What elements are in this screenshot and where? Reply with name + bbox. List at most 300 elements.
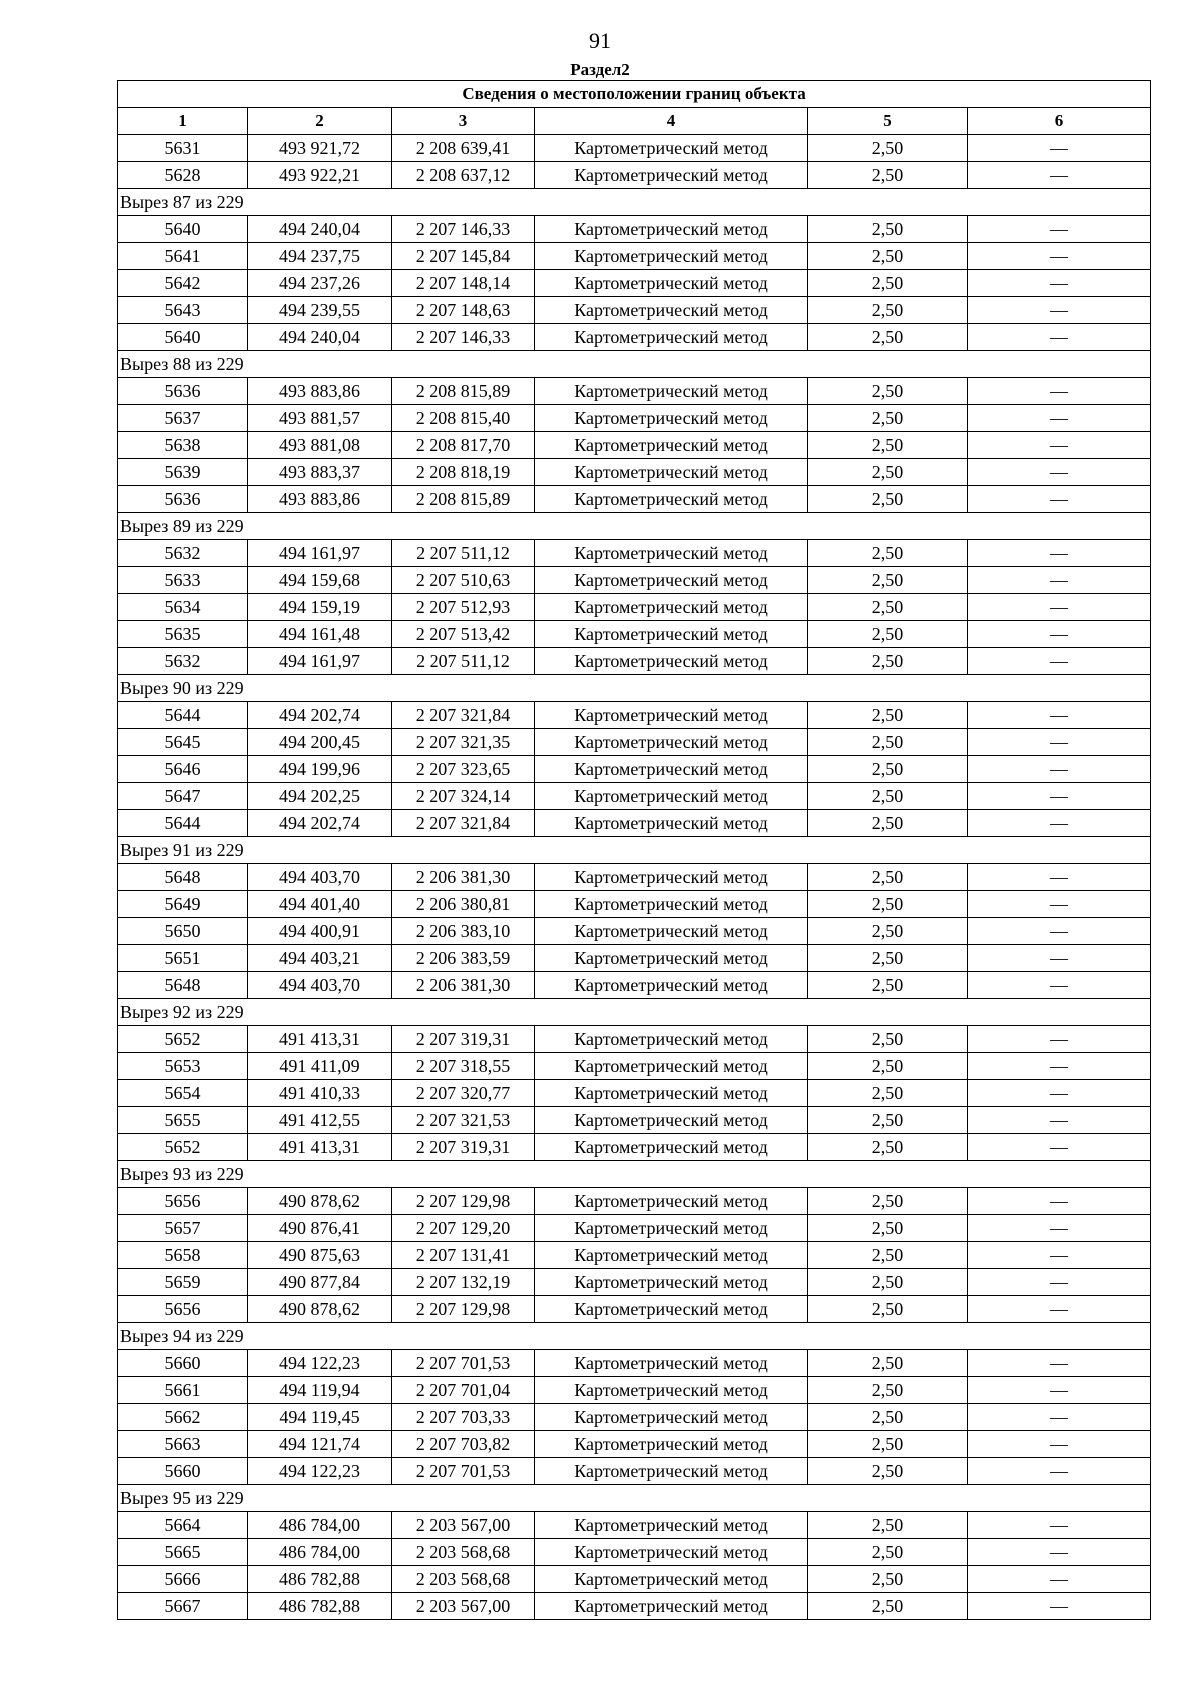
point-number-cell: 5651 bbox=[118, 945, 248, 972]
section-label: Вырез 91 из 229 bbox=[118, 837, 1151, 864]
method-cell: Картометрический метод bbox=[535, 1269, 808, 1296]
y-coordinate-cell: 2 207 321,84 bbox=[392, 810, 535, 837]
x-coordinate-cell: 493 883,37 bbox=[248, 459, 392, 486]
y-coordinate-cell: 2 207 132,19 bbox=[392, 1269, 535, 1296]
section-label: Вырез 93 из 229 bbox=[118, 1161, 1151, 1188]
table-row bbox=[118, 324, 1151, 351]
method-cell: Картометрический метод bbox=[535, 135, 808, 162]
point-number-cell: 5659 bbox=[118, 1269, 248, 1296]
x-coordinate-cell: 494 159,68 bbox=[248, 567, 392, 594]
x-coordinate-cell: 494 403,21 bbox=[248, 945, 392, 972]
y-coordinate-cell: 2 207 701,53 bbox=[392, 1458, 535, 1485]
x-coordinate-cell: 494 202,74 bbox=[248, 810, 392, 837]
boundary-table-container bbox=[117, 80, 1150, 1620]
x-coordinate-cell: 491 410,33 bbox=[248, 1080, 392, 1107]
point-number-cell: 5655 bbox=[118, 1107, 248, 1134]
point-number-cell: 5632 bbox=[118, 648, 248, 675]
x-coordinate-cell: 494 237,75 bbox=[248, 243, 392, 270]
description-cell: — bbox=[968, 1269, 1151, 1296]
y-coordinate-cell: 2 207 129,98 bbox=[392, 1188, 535, 1215]
table-row bbox=[118, 648, 1151, 675]
description-cell: — bbox=[968, 1215, 1151, 1242]
method-cell: Картометрический метод bbox=[535, 1107, 808, 1134]
accuracy-cell: 2,50 bbox=[808, 1404, 968, 1431]
description-cell: — bbox=[968, 567, 1151, 594]
x-coordinate-cell: 493 921,72 bbox=[248, 135, 392, 162]
y-coordinate-cell: 2 206 380,81 bbox=[392, 891, 535, 918]
table-row bbox=[118, 702, 1151, 729]
accuracy-cell: 2,50 bbox=[808, 567, 968, 594]
y-coordinate-cell: 2 203 567,00 bbox=[392, 1512, 535, 1539]
point-number-cell: 5649 bbox=[118, 891, 248, 918]
description-cell: — bbox=[968, 1350, 1151, 1377]
column-number: 4 bbox=[535, 108, 808, 135]
description-cell: — bbox=[968, 891, 1151, 918]
point-number-cell: 5641 bbox=[118, 243, 248, 270]
y-coordinate-cell: 2 207 323,65 bbox=[392, 756, 535, 783]
section-label: Вырез 94 из 229 bbox=[118, 1323, 1151, 1350]
method-cell: Картометрический метод bbox=[535, 702, 808, 729]
accuracy-cell: 2,50 bbox=[808, 1242, 968, 1269]
table-row bbox=[118, 1377, 1151, 1404]
y-coordinate-cell: 2 208 818,19 bbox=[392, 459, 535, 486]
accuracy-cell: 2,50 bbox=[808, 918, 968, 945]
accuracy-cell: 2,50 bbox=[808, 1512, 968, 1539]
table-row bbox=[118, 783, 1151, 810]
accuracy-cell: 2,50 bbox=[808, 1377, 968, 1404]
description-cell: — bbox=[968, 1593, 1151, 1620]
accuracy-cell: 2,50 bbox=[808, 1188, 968, 1215]
point-number-cell: 5660 bbox=[118, 1458, 248, 1485]
description-cell: — bbox=[968, 1377, 1151, 1404]
description-cell: — bbox=[968, 486, 1151, 513]
y-coordinate-cell: 2 207 320,77 bbox=[392, 1080, 535, 1107]
accuracy-cell: 2,50 bbox=[808, 1026, 968, 1053]
x-coordinate-cell: 494 237,26 bbox=[248, 270, 392, 297]
table-row bbox=[118, 216, 1151, 243]
table-row bbox=[118, 945, 1151, 972]
table-row bbox=[118, 297, 1151, 324]
table-row bbox=[118, 162, 1151, 189]
method-cell: Картометрический метод bbox=[535, 945, 808, 972]
column-number-row bbox=[118, 108, 1151, 135]
y-coordinate-cell: 2 207 511,12 bbox=[392, 648, 535, 675]
section-row bbox=[118, 837, 1151, 864]
accuracy-cell: 2,50 bbox=[808, 1350, 968, 1377]
table-row bbox=[118, 1026, 1151, 1053]
x-coordinate-cell: 494 122,23 bbox=[248, 1350, 392, 1377]
x-coordinate-cell: 494 161,97 bbox=[248, 540, 392, 567]
method-cell: Картометрический метод bbox=[535, 810, 808, 837]
description-cell: — bbox=[968, 1107, 1151, 1134]
description-cell: — bbox=[968, 1512, 1151, 1539]
x-coordinate-cell: 494 403,70 bbox=[248, 972, 392, 999]
method-cell: Картометрический метод bbox=[535, 1026, 808, 1053]
y-coordinate-cell: 2 207 701,04 bbox=[392, 1377, 535, 1404]
x-coordinate-cell: 494 401,40 bbox=[248, 891, 392, 918]
y-coordinate-cell: 2 207 146,33 bbox=[392, 216, 535, 243]
boundary-coordinates-table bbox=[117, 80, 1151, 1620]
column-number: 2 bbox=[248, 108, 392, 135]
accuracy-cell: 2,50 bbox=[808, 702, 968, 729]
point-number-cell: 5638 bbox=[118, 432, 248, 459]
point-number-cell: 5648 bbox=[118, 864, 248, 891]
accuracy-cell: 2,50 bbox=[808, 540, 968, 567]
x-coordinate-cell: 494 240,04 bbox=[248, 324, 392, 351]
table-caption: Сведения о местоположении границ объекта bbox=[118, 81, 1151, 108]
method-cell: Картометрический метод bbox=[535, 918, 808, 945]
description-cell: — bbox=[968, 378, 1151, 405]
method-cell: Картометрический метод bbox=[535, 1377, 808, 1404]
method-cell: Картометрический метод bbox=[535, 1512, 808, 1539]
method-cell: Картометрический метод bbox=[535, 1053, 808, 1080]
accuracy-cell: 2,50 bbox=[808, 405, 968, 432]
x-coordinate-cell: 494 202,74 bbox=[248, 702, 392, 729]
x-coordinate-cell: 493 883,86 bbox=[248, 378, 392, 405]
table-row bbox=[118, 432, 1151, 459]
method-cell: Картометрический метод bbox=[535, 1593, 808, 1620]
accuracy-cell: 2,50 bbox=[808, 243, 968, 270]
table-row bbox=[118, 1566, 1151, 1593]
point-number-cell: 5647 bbox=[118, 783, 248, 810]
point-number-cell: 5636 bbox=[118, 378, 248, 405]
description-cell: — bbox=[968, 216, 1151, 243]
description-cell: — bbox=[968, 243, 1151, 270]
table-row bbox=[118, 405, 1151, 432]
method-cell: Картометрический метод bbox=[535, 864, 808, 891]
table-row bbox=[118, 1188, 1151, 1215]
accuracy-cell: 2,50 bbox=[808, 864, 968, 891]
method-cell: Картометрический метод bbox=[535, 648, 808, 675]
section-label: Вырез 95 из 229 bbox=[118, 1485, 1151, 1512]
method-cell: Картометрический метод bbox=[535, 891, 808, 918]
accuracy-cell: 2,50 bbox=[808, 1080, 968, 1107]
point-number-cell: 5640 bbox=[118, 324, 248, 351]
x-coordinate-cell: 494 202,25 bbox=[248, 783, 392, 810]
table-row bbox=[118, 243, 1151, 270]
table-row bbox=[118, 810, 1151, 837]
accuracy-cell: 2,50 bbox=[808, 270, 968, 297]
point-number-cell: 5637 bbox=[118, 405, 248, 432]
method-cell: Картометрический метод bbox=[535, 1242, 808, 1269]
accuracy-cell: 2,50 bbox=[808, 1269, 968, 1296]
x-coordinate-cell: 494 119,94 bbox=[248, 1377, 392, 1404]
description-cell: — bbox=[968, 1566, 1151, 1593]
description-cell: — bbox=[968, 540, 1151, 567]
x-coordinate-cell: 493 881,57 bbox=[248, 405, 392, 432]
x-coordinate-cell: 494 121,74 bbox=[248, 1431, 392, 1458]
description-cell: — bbox=[968, 162, 1151, 189]
table-row bbox=[118, 1296, 1151, 1323]
y-coordinate-cell: 2 203 568,68 bbox=[392, 1566, 535, 1593]
table-row bbox=[118, 378, 1151, 405]
point-number-cell: 5636 bbox=[118, 486, 248, 513]
point-number-cell: 5664 bbox=[118, 1512, 248, 1539]
method-cell: Картометрический метод bbox=[535, 1404, 808, 1431]
section-row bbox=[118, 1323, 1151, 1350]
table-row bbox=[118, 1107, 1151, 1134]
y-coordinate-cell: 2 206 381,30 bbox=[392, 864, 535, 891]
point-number-cell: 5652 bbox=[118, 1134, 248, 1161]
accuracy-cell: 2,50 bbox=[808, 891, 968, 918]
x-coordinate-cell: 493 922,21 bbox=[248, 162, 392, 189]
description-cell: — bbox=[968, 270, 1151, 297]
x-coordinate-cell: 491 411,09 bbox=[248, 1053, 392, 1080]
accuracy-cell: 2,50 bbox=[808, 1431, 968, 1458]
y-coordinate-cell: 2 208 639,41 bbox=[392, 135, 535, 162]
point-number-cell: 5658 bbox=[118, 1242, 248, 1269]
description-cell: — bbox=[968, 1242, 1151, 1269]
point-number-cell: 5645 bbox=[118, 729, 248, 756]
accuracy-cell: 2,50 bbox=[808, 1458, 968, 1485]
accuracy-cell: 2,50 bbox=[808, 1296, 968, 1323]
point-number-cell: 5639 bbox=[118, 459, 248, 486]
table-row bbox=[118, 459, 1151, 486]
method-cell: Картометрический метод bbox=[535, 243, 808, 270]
method-cell: Картометрический метод bbox=[535, 756, 808, 783]
description-cell: — bbox=[968, 1296, 1151, 1323]
description-cell: — bbox=[968, 1431, 1151, 1458]
accuracy-cell: 2,50 bbox=[808, 1107, 968, 1134]
section-row bbox=[118, 351, 1151, 378]
description-cell: — bbox=[968, 702, 1151, 729]
accuracy-cell: 2,50 bbox=[808, 729, 968, 756]
y-coordinate-cell: 2 206 381,30 bbox=[392, 972, 535, 999]
section-label: Вырез 87 из 229 bbox=[118, 189, 1151, 216]
point-number-cell: 5644 bbox=[118, 810, 248, 837]
y-coordinate-cell: 2 207 319,31 bbox=[392, 1134, 535, 1161]
accuracy-cell: 2,50 bbox=[808, 1566, 968, 1593]
description-cell: — bbox=[968, 783, 1151, 810]
x-coordinate-cell: 494 239,55 bbox=[248, 297, 392, 324]
method-cell: Картометрический метод bbox=[535, 1296, 808, 1323]
description-cell: — bbox=[968, 594, 1151, 621]
y-coordinate-cell: 2 208 815,89 bbox=[392, 486, 535, 513]
y-coordinate-cell: 2 207 513,42 bbox=[392, 621, 535, 648]
point-number-cell: 5657 bbox=[118, 1215, 248, 1242]
description-cell: — bbox=[968, 621, 1151, 648]
accuracy-cell: 2,50 bbox=[808, 621, 968, 648]
x-coordinate-cell: 494 403,70 bbox=[248, 864, 392, 891]
table-row bbox=[118, 891, 1151, 918]
table-row bbox=[118, 1215, 1151, 1242]
y-coordinate-cell: 2 208 637,12 bbox=[392, 162, 535, 189]
y-coordinate-cell: 2 207 511,12 bbox=[392, 540, 535, 567]
table-row bbox=[118, 486, 1151, 513]
y-coordinate-cell: 2 208 815,40 bbox=[392, 405, 535, 432]
y-coordinate-cell: 2 207 321,84 bbox=[392, 702, 535, 729]
section-title: Раздел2 bbox=[570, 60, 630, 79]
x-coordinate-cell: 491 413,31 bbox=[248, 1134, 392, 1161]
y-coordinate-cell: 2 203 567,00 bbox=[392, 1593, 535, 1620]
accuracy-cell: 2,50 bbox=[808, 486, 968, 513]
description-cell: — bbox=[968, 1188, 1151, 1215]
y-coordinate-cell: 2 203 568,68 bbox=[392, 1539, 535, 1566]
x-coordinate-cell: 494 199,96 bbox=[248, 756, 392, 783]
section-row bbox=[118, 1161, 1151, 1188]
method-cell: Картометрический метод bbox=[535, 1350, 808, 1377]
x-coordinate-cell: 486 784,00 bbox=[248, 1539, 392, 1566]
method-cell: Картометрический метод bbox=[535, 1215, 808, 1242]
method-cell: Картометрический метод bbox=[535, 324, 808, 351]
point-number-cell: 5632 bbox=[118, 540, 248, 567]
page-number: 91 bbox=[589, 28, 611, 53]
point-number-cell: 5650 bbox=[118, 918, 248, 945]
table-row bbox=[118, 1269, 1151, 1296]
x-coordinate-cell: 494 122,23 bbox=[248, 1458, 392, 1485]
point-number-cell: 5646 bbox=[118, 756, 248, 783]
section-label: Вырез 89 из 229 bbox=[118, 513, 1151, 540]
description-cell: — bbox=[968, 1458, 1151, 1485]
method-cell: Картометрический метод bbox=[535, 297, 808, 324]
method-cell: Картометрический метод bbox=[535, 621, 808, 648]
description-cell: — bbox=[968, 324, 1151, 351]
method-cell: Картометрический метод bbox=[535, 1566, 808, 1593]
y-coordinate-cell: 2 207 324,14 bbox=[392, 783, 535, 810]
method-cell: Картометрический метод bbox=[535, 162, 808, 189]
description-cell: — bbox=[968, 864, 1151, 891]
method-cell: Картометрический метод bbox=[535, 270, 808, 297]
table-row bbox=[118, 594, 1151, 621]
table-row bbox=[118, 1404, 1151, 1431]
point-number-cell: 5661 bbox=[118, 1377, 248, 1404]
table-row bbox=[118, 1080, 1151, 1107]
table-row bbox=[118, 1458, 1151, 1485]
section-row bbox=[118, 1485, 1151, 1512]
point-number-cell: 5654 bbox=[118, 1080, 248, 1107]
method-cell: Картометрический метод bbox=[535, 405, 808, 432]
x-coordinate-cell: 490 878,62 bbox=[248, 1296, 392, 1323]
point-number-cell: 5653 bbox=[118, 1053, 248, 1080]
point-number-cell: 5660 bbox=[118, 1350, 248, 1377]
table-row bbox=[118, 567, 1151, 594]
table-caption-row bbox=[118, 81, 1151, 108]
y-coordinate-cell: 2 207 701,53 bbox=[392, 1350, 535, 1377]
accuracy-cell: 2,50 bbox=[808, 1053, 968, 1080]
table-row bbox=[118, 1512, 1151, 1539]
table-row bbox=[118, 918, 1151, 945]
section-row bbox=[118, 999, 1151, 1026]
x-coordinate-cell: 491 412,55 bbox=[248, 1107, 392, 1134]
y-coordinate-cell: 2 207 129,98 bbox=[392, 1296, 535, 1323]
description-cell: — bbox=[968, 405, 1151, 432]
method-cell: Картометрический метод bbox=[535, 1134, 808, 1161]
y-coordinate-cell: 2 207 703,82 bbox=[392, 1431, 535, 1458]
y-coordinate-cell: 2 207 131,41 bbox=[392, 1242, 535, 1269]
x-coordinate-cell: 486 784,00 bbox=[248, 1512, 392, 1539]
point-number-cell: 5634 bbox=[118, 594, 248, 621]
description-cell: — bbox=[968, 972, 1151, 999]
method-cell: Картометрический метод bbox=[535, 972, 808, 999]
y-coordinate-cell: 2 207 703,33 bbox=[392, 1404, 535, 1431]
accuracy-cell: 2,50 bbox=[808, 972, 968, 999]
table-row bbox=[118, 972, 1151, 999]
y-coordinate-cell: 2 206 383,59 bbox=[392, 945, 535, 972]
table-row bbox=[118, 729, 1151, 756]
point-number-cell: 5635 bbox=[118, 621, 248, 648]
description-cell: — bbox=[968, 1539, 1151, 1566]
y-coordinate-cell: 2 206 383,10 bbox=[392, 918, 535, 945]
table-row bbox=[118, 1242, 1151, 1269]
method-cell: Картометрический метод bbox=[535, 1080, 808, 1107]
table-row bbox=[118, 1134, 1151, 1161]
x-coordinate-cell: 486 782,88 bbox=[248, 1593, 392, 1620]
y-coordinate-cell: 2 208 815,89 bbox=[392, 378, 535, 405]
column-number: 6 bbox=[968, 108, 1151, 135]
accuracy-cell: 2,50 bbox=[808, 1215, 968, 1242]
point-number-cell: 5663 bbox=[118, 1431, 248, 1458]
description-cell: — bbox=[968, 729, 1151, 756]
y-coordinate-cell: 2 208 817,70 bbox=[392, 432, 535, 459]
accuracy-cell: 2,50 bbox=[808, 594, 968, 621]
section-label: Вырез 90 из 229 bbox=[118, 675, 1151, 702]
method-cell: Картометрический метод bbox=[535, 1431, 808, 1458]
section-row bbox=[118, 189, 1151, 216]
method-cell: Картометрический метод bbox=[535, 1458, 808, 1485]
table-row bbox=[118, 1593, 1151, 1620]
point-number-cell: 5665 bbox=[118, 1539, 248, 1566]
method-cell: Картометрический метод bbox=[535, 540, 808, 567]
point-number-cell: 5648 bbox=[118, 972, 248, 999]
x-coordinate-cell: 494 161,48 bbox=[248, 621, 392, 648]
description-cell: — bbox=[968, 1053, 1151, 1080]
x-coordinate-cell: 490 877,84 bbox=[248, 1269, 392, 1296]
method-cell: Картометрический метод bbox=[535, 459, 808, 486]
table-row bbox=[118, 1539, 1151, 1566]
method-cell: Картометрический метод bbox=[535, 783, 808, 810]
accuracy-cell: 2,50 bbox=[808, 432, 968, 459]
point-number-cell: 5656 bbox=[118, 1188, 248, 1215]
y-coordinate-cell: 2 207 145,84 bbox=[392, 243, 535, 270]
accuracy-cell: 2,50 bbox=[808, 783, 968, 810]
point-number-cell: 5628 bbox=[118, 162, 248, 189]
y-coordinate-cell: 2 207 148,63 bbox=[392, 297, 535, 324]
point-number-cell: 5631 bbox=[118, 135, 248, 162]
method-cell: Картометрический метод bbox=[535, 594, 808, 621]
x-coordinate-cell: 490 876,41 bbox=[248, 1215, 392, 1242]
accuracy-cell: 2,50 bbox=[808, 1134, 968, 1161]
description-cell: — bbox=[968, 756, 1151, 783]
x-coordinate-cell: 486 782,88 bbox=[248, 1566, 392, 1593]
point-number-cell: 5633 bbox=[118, 567, 248, 594]
point-number-cell: 5652 bbox=[118, 1026, 248, 1053]
x-coordinate-cell: 494 240,04 bbox=[248, 216, 392, 243]
description-cell: — bbox=[968, 135, 1151, 162]
table-row bbox=[118, 756, 1151, 783]
method-cell: Картометрический метод bbox=[535, 1539, 808, 1566]
y-coordinate-cell: 2 207 129,20 bbox=[392, 1215, 535, 1242]
x-coordinate-cell: 490 875,63 bbox=[248, 1242, 392, 1269]
accuracy-cell: 2,50 bbox=[808, 810, 968, 837]
accuracy-cell: 2,50 bbox=[808, 756, 968, 783]
accuracy-cell: 2,50 bbox=[808, 945, 968, 972]
description-cell: — bbox=[968, 648, 1151, 675]
y-coordinate-cell: 2 207 510,63 bbox=[392, 567, 535, 594]
accuracy-cell: 2,50 bbox=[808, 1593, 968, 1620]
point-number-cell: 5644 bbox=[118, 702, 248, 729]
point-number-cell: 5656 bbox=[118, 1296, 248, 1323]
description-cell: — bbox=[968, 1404, 1151, 1431]
description-cell: — bbox=[968, 945, 1151, 972]
accuracy-cell: 2,50 bbox=[808, 324, 968, 351]
method-cell: Картометрический метод bbox=[535, 567, 808, 594]
point-number-cell: 5640 bbox=[118, 216, 248, 243]
x-coordinate-cell: 494 400,91 bbox=[248, 918, 392, 945]
y-coordinate-cell: 2 207 321,53 bbox=[392, 1107, 535, 1134]
method-cell: Картометрический метод bbox=[535, 729, 808, 756]
method-cell: Картометрический метод bbox=[535, 432, 808, 459]
description-cell: — bbox=[968, 297, 1151, 324]
